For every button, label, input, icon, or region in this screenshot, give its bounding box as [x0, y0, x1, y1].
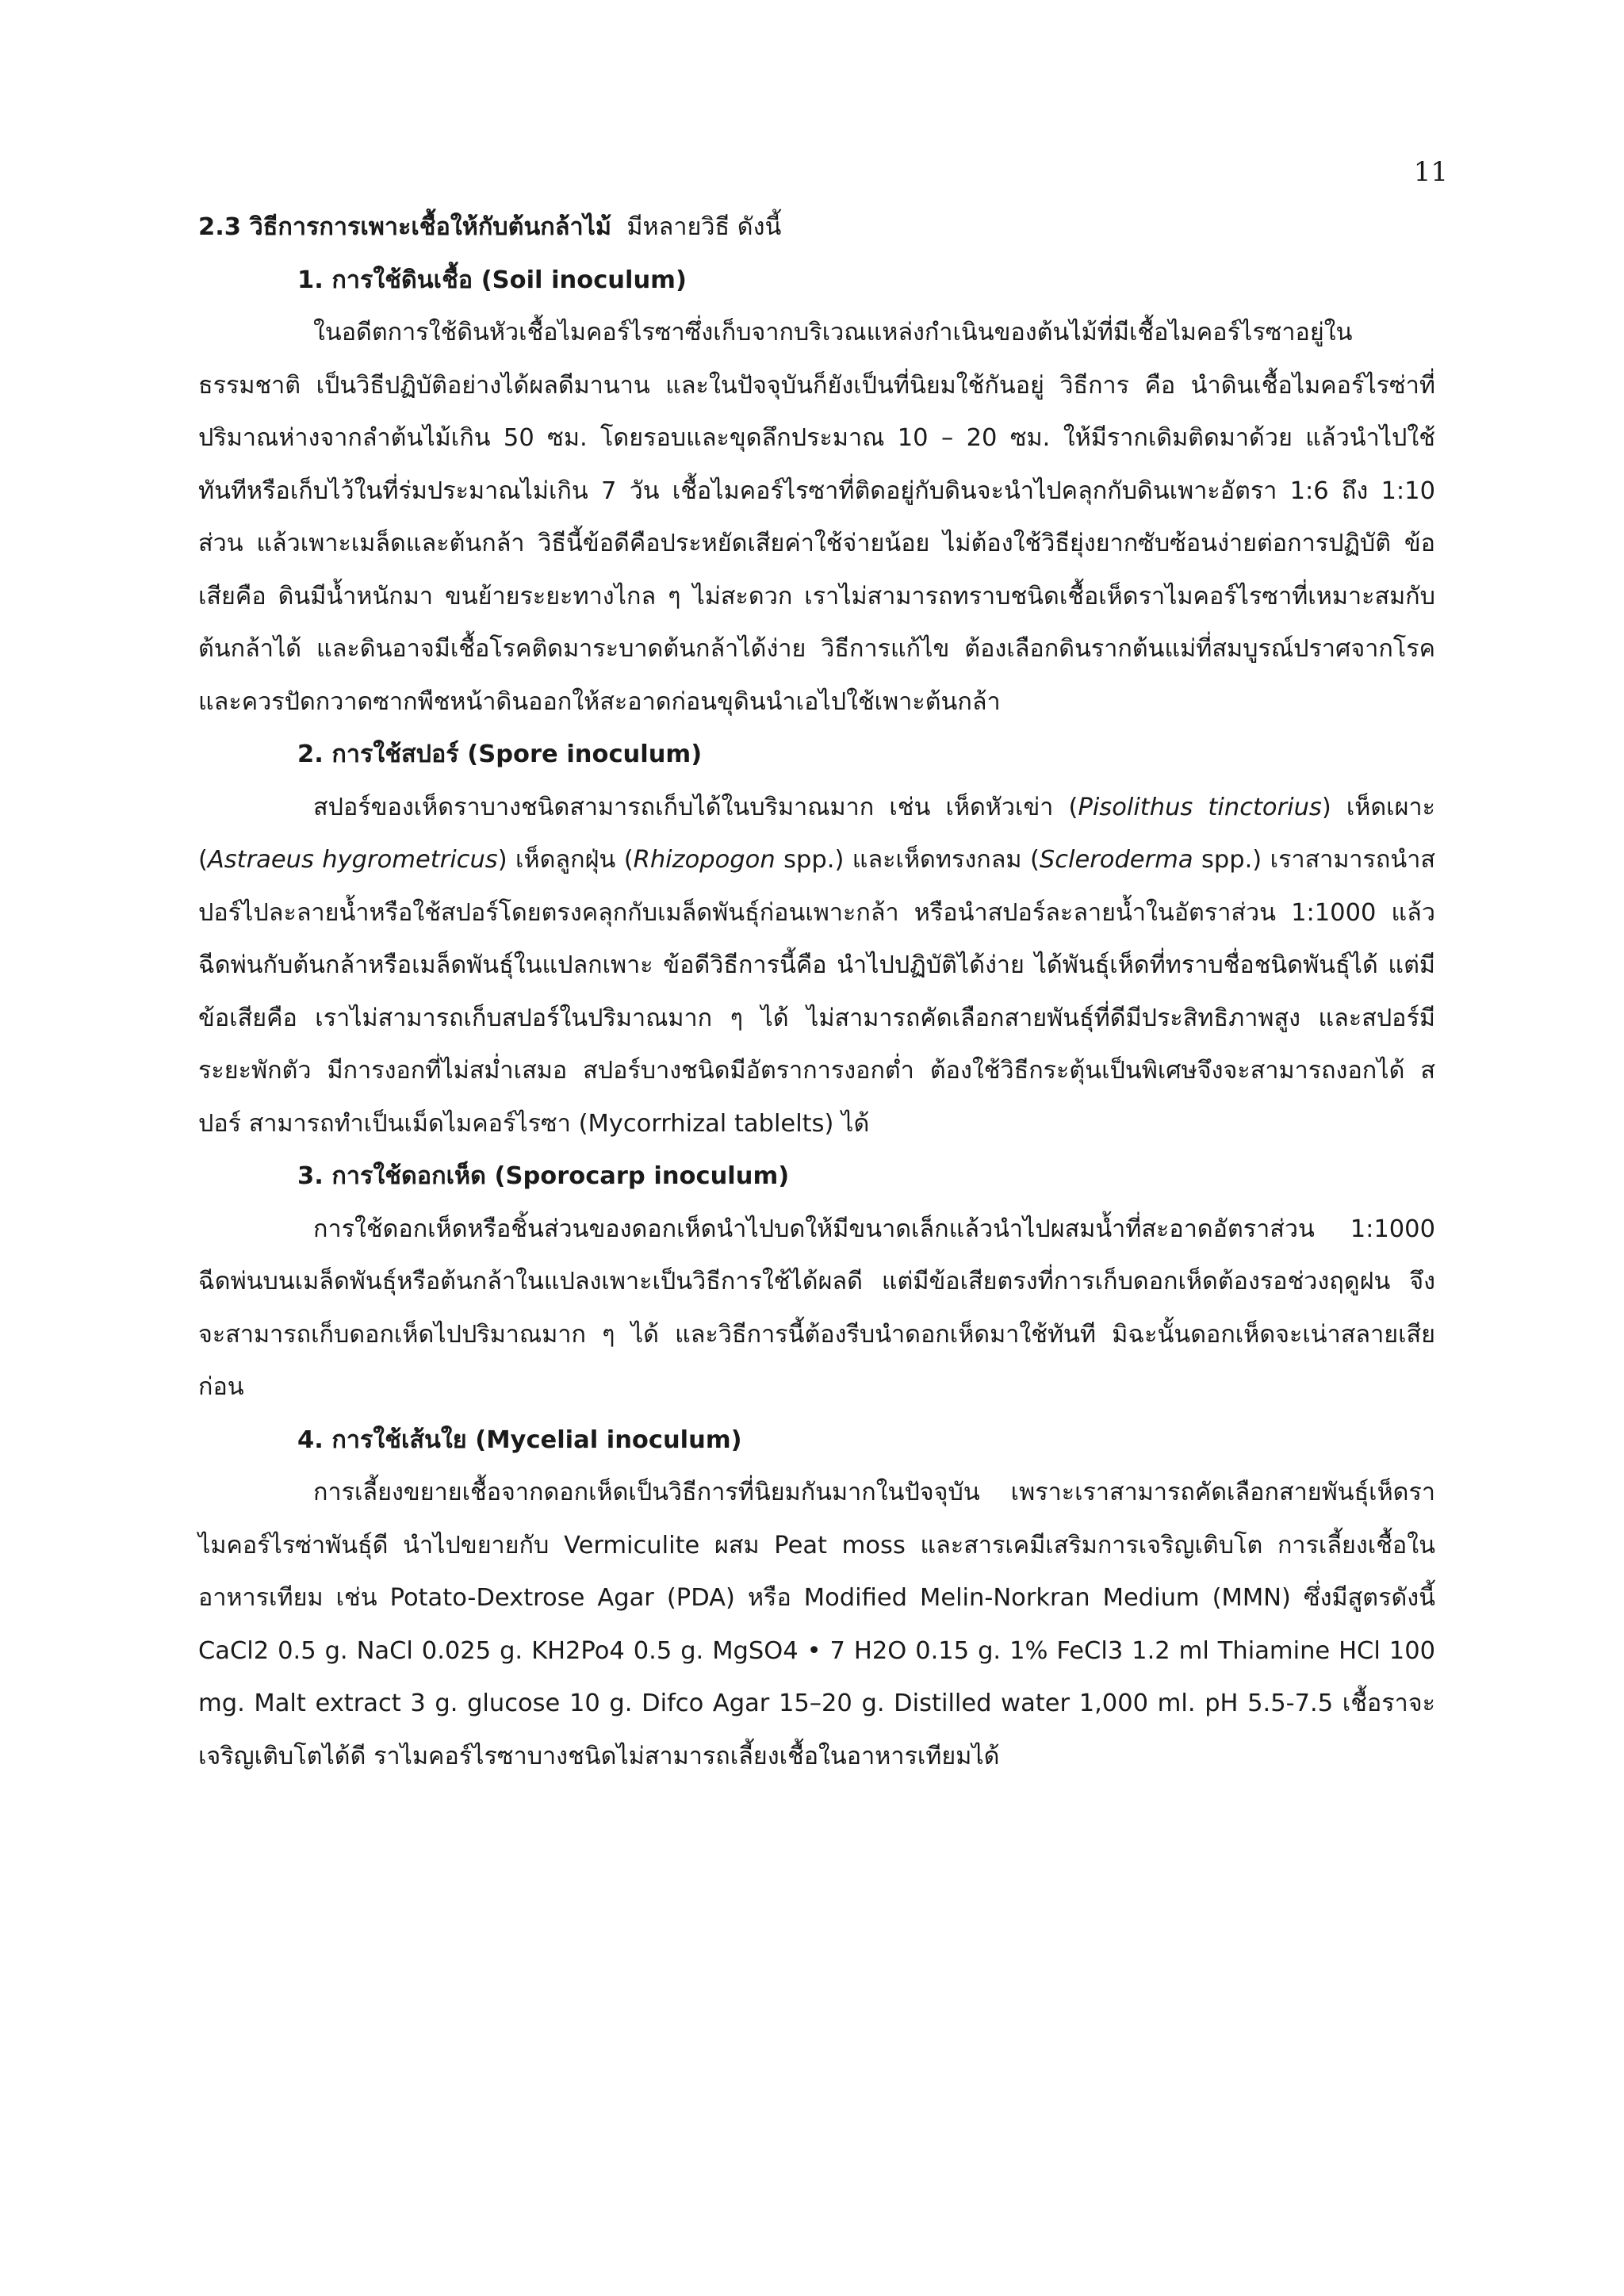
species-name: Pisolithus tinctorius	[1078, 793, 1322, 821]
species-name: Rhizopogon	[633, 846, 776, 874]
method-2-paragraph	[198, 782, 1435, 1151]
method-2-text: spp.) และเห็ดทรงกลม (	[775, 846, 1040, 874]
section-heading	[198, 201, 1435, 254]
method-2-text: spp.) เราสามารถนำสปอร์ไปละลายน้ำหรือใช้สปอร์โดยตรงคลุกกับเมล็ดพันธุ์ก่อนเพาะกล้า หรือนำสปอร์ละลายน้ำในอัตราส่วน 1:1000 แล้วฉีดพ่นกับต้นกล้าหรือเมล็ดพันธุ์ในแปลกเพาะ ข้อดีวิธีการนี้คือ นำไปปฏิบัติได้ง่าย ได้พันธุ์เห็ดที่ทราบชื่อชนิดพันธุ์ได้ แต่มีข้อเสียคือ เราไม่สามารถเก็บสปอร์ในปริมาณมาก ๆ ได้ ไม่สามารถคัดเลือกสายพันธุ์ที่ดีมีประสิทธิภาพสูง และสปอร์มีระยะพักตัว มีการงอกที่ไม่สม่ำเสมอ สปอร์บางชนิดมีอัตราการงอกต่ำ ต้องใช้วิธีกระตุ้นเป็นพิเศษจึงจะสามารถงอกได้ สปอร์ สามารถทำเป็นเม็ดไมคอร์ไรซา (Mycorrhizal tablelts) ได้	[198, 846, 1435, 1138]
method-2-text: ) เห็ดลูกฝุ่น (	[497, 846, 634, 874]
method-1-heading: 1. การใช้ดินเชื้อ (Soil inoculum)	[297, 266, 687, 294]
method-1-paragraph: ในอดีตการใช้ดินหัวเชื้อไมคอร์ไรซาซึ่งเก็บจากบริเวณแหล่งกำเนินของต้นไม้ที่มีเชื้อไมคอร์ไรซาอยู่ในธรรมชาติ เป็นวิธีปฏิบัติอย่างได้ผลดีมานาน และในปัจจุบันก็ยังเป็นที่นิยมใช้กันอยู่ วิธีการ คือ นำดินเชื้อไมคอร์ไรซ่าที่ปริมาณห่างจากลำต้นไม้เกิน 50 ซม. โดยรอบและขุดลึกประมาณ 10 – 20 ซม. ให้มีรากเดิมติดมาด้วย แล้วนำไปใช้ทันทีหรือเก็บไว้ในที่ร่มประมาณไม่เกิน 7 วัน เชื้อไมคอร์ไรซาที่ติดอยู่กับดินจะนำไปคลุกกับดินเพาะอัตรา 1:6 ถึง 1:10 ส่วน แล้วเพาะเมล็ดและต้นกล้า วิธีนี้ข้อดีคือประหยัดเสียค่าใช้จ่ายน้อย ไม่ต้องใช้วิธียุ่งยากซับซ้อนง่ายต่อการปฏิบัติ ข้อเสียคือ ดินมีน้ำหนักมา ขนย้ายระยะทางไกล ๆ ไม่สะดวก เราไม่สามารถทราบชนิดเชื้อเห็ดราไมคอร์ไรซาที่เหมาะสมกับต้นกล้าได้ และดินอาจมีเชื้อโรคติดมาระบาดต้นกล้าได้ง่าย วิธีการแก้ไข ต้องเลือกดินรากต้นแม่ที่สมบูรณ์ปราศจากโรค และควรปัดกวาดซากพืชหน้าดินออกให้สะอาดก่อนขุดินนำเอไปใช้เพาะต้นกล้า	[198, 319, 1435, 716]
species-name: Scleroderma	[1039, 846, 1193, 874]
section-heading-subtitle: มีหลายวิธี ดังนี้	[611, 213, 782, 241]
method-3-heading: 3. การใช้ดอกเห็ด (Sporocarp inoculum)	[297, 1162, 790, 1190]
document-body	[198, 201, 1435, 1783]
species-name: Astraeus hygrometricus	[207, 846, 498, 874]
method-2-text: สปอร์ของเห็ดราบางชนิดสามารถเก็บได้ในบริมาณมาก เช่น เห็ดหัวเข่า (	[313, 793, 1078, 821]
method-2-heading: 2. การใช้สปอร์ (Spore inoculum)	[297, 740, 703, 768]
method-3-paragraph: การใช้ดอกเห็ดหรือชิ้นส่วนของดอกเห็ดนำไปบดให้มีขนาดเล็กแล้วนำไปผสมน้ำที่สะอาดอัตราส่วน 1:1000 ฉีดพ่นบนเมล็ดพันธุ์หรือต้นกล้าในแปลงเพาะเป็นวิธีการใช้ได้ผลดี แต่มีข้อเสียตรงที่การเก็บดอกเห็ดต้องรอช่วงฤดูฝน จึงจะสามารถเก็บดอกเห็ดไปปริมาณมาก ๆ ได้ และวิธีการนี้ต้องรีบนำดอกเห็ดมาใช้ทันที มิฉะนั้นดอกเห็ดจะเน่าสลายเสียก่อน	[198, 1215, 1435, 1401]
page-number: 11	[1413, 156, 1448, 188]
method-2-text: ) เห็ดเผาะ (	[198, 793, 1435, 874]
method-4-paragraph: การเลี้ยงขยายเชื้อจากดอกเห็ดเป็นวิธีการที่นิยมกันมากในปัจจุบัน เพราะเราสามารถคัดเลือกสายพันธุ์เห็ดราไมคอร์ไรซ่าพันธุ์ดี นำไปขยายกับ Vermiculite ผสม Peat moss และสารเคมีเสริมการเจริญเติบโต การเลี้ยงเชื้อในอาหารเทียม เช่น Potato-Dextrose Agar (PDA) หรือ Modified Melin-Norkran Medium (MMN) ซึ่งมีสูตรดังนี้ CaCl2 0.5 g. NaCl 0.025 g. KH2Po4 0.5 g. MgSO4 • 7 H2O 0.15 g. 1% FeCl3 1.2 ml Thiamine HCl 100 mg. Malt extract 3 g. glucose 10 g. Difco Agar 15–20 g. Distilled water 1,000 ml. pH 5.5-7.5 เชื้อราจะเจริญเติบโตได้ดี ราไมคอร์ไรซาบางชนิดไม่สามารถเลี้ยงเชื้อในอาหารเทียมได้	[198, 1479, 1435, 1770]
method-4-heading: 4. การใช้เส้นใย (Mycelial inoculum)	[297, 1425, 742, 1454]
section-heading-title: 2.3 วิธีการการเพาะเชื้อให้กับต้นกล้าไม้	[198, 213, 612, 241]
